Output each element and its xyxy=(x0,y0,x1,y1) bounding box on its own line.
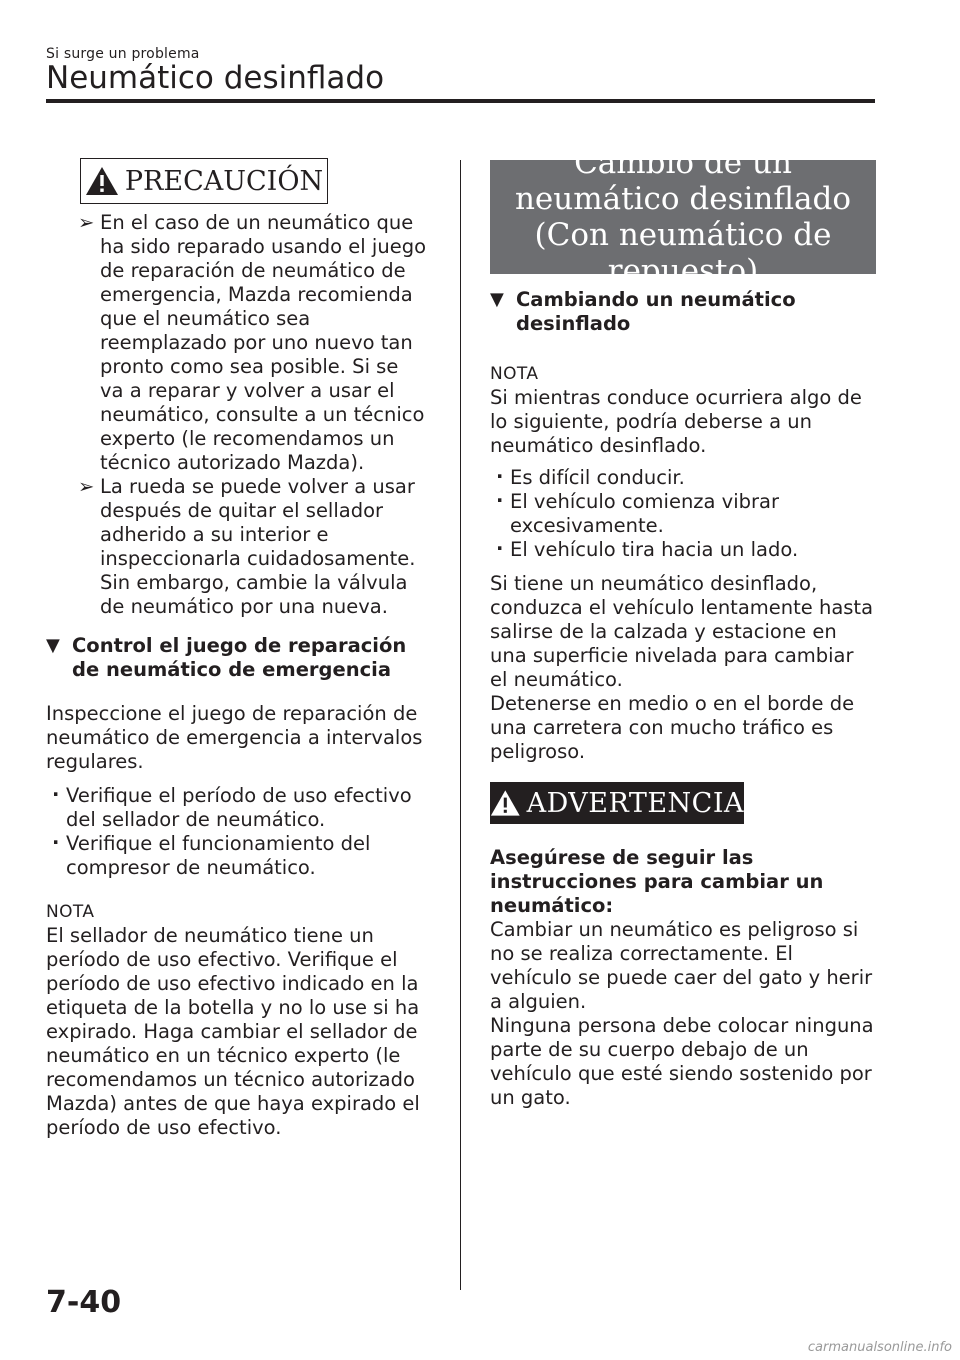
breadcrumb: Si surge un problema xyxy=(46,46,200,62)
arrow-bullet-icon: ➢ xyxy=(78,211,95,234)
page-title: Neumático desinflado xyxy=(46,60,385,96)
caution-item-text: La rueda se puede volver a usar después de quitar el sellador adherido a su interior e inspeccionarla cuidadosamente. Sin embargo, cambie la válvula de neumático por una nueva. xyxy=(100,475,416,618)
arrow-bullet-icon: ➢ xyxy=(78,475,95,498)
list-item-text: Verifique el período de uso efectivo del sellador de neumático. xyxy=(66,784,412,831)
list-item-text: Verifique el funcionamiento del compresor de neumático. xyxy=(66,832,371,879)
warning-triangle-icon xyxy=(85,166,119,196)
nota-text: Si mientras conduce ocurriera algo de lo siguiente, podría deberse a un neumático desinflado. xyxy=(490,386,862,457)
list-item-text: Es difícil conducir. xyxy=(510,466,685,489)
bullet-dot-icon: · xyxy=(52,783,60,806)
caution-label xyxy=(80,158,328,204)
header-rule xyxy=(46,99,875,103)
paragraph: Detenerse en medio o en el borde de una carretera con mucho tráfico es peligroso. xyxy=(490,692,855,763)
caution-item-text: En el caso de un neumático que ha sido reparado usando el juego de reparación de neumático de emergencia, Mazda recomienda que el neumático sea reemplazado por uno nuevo tan pronto como sea posible. Si se va a reparar y volver a usar el neumático, consulte a un técnico experto (le recomendamos un técnico autorizado Mazda). xyxy=(100,211,427,474)
warning-triangle-icon xyxy=(490,788,521,818)
control-intro: Inspeccione el juego de reparación de neumático de emergencia a intervalos regulares. xyxy=(46,702,423,773)
caution-item xyxy=(78,475,428,619)
caution-list xyxy=(78,211,428,619)
triangle-down-icon: ▼ xyxy=(490,289,504,310)
watermark: carmanualsonline.info xyxy=(807,1340,952,1355)
warning-text: Cambiar un neumático es peligroso si no se realiza correctamente. El vehículo se puede caer del gato y herir a alguien. xyxy=(490,918,873,1013)
bullet-dot-icon: · xyxy=(496,537,504,560)
column-divider xyxy=(460,160,461,1290)
list-item xyxy=(46,784,428,832)
caution-label-text: PRECAUCIÓN xyxy=(124,165,324,197)
section-banner-text: Cambio de un neumático desinflado (Con neumático de repuesto) xyxy=(514,145,852,289)
warning-bold-text: Asegúrese de seguir las instrucciones para cambiar un neumático: xyxy=(490,846,824,917)
warning-label-text: ADVERTENCIA xyxy=(526,787,744,819)
list-item-text: El vehículo tira hacia un lado. xyxy=(510,538,799,561)
list-item-text: El vehículo comienza vibrar excesivamente. xyxy=(510,490,780,537)
nota-text: El sellador de neumático tiene un período de uso efectivo. Verifique el período de uso efectivo indicado en la etiqueta de la botella y no lo use si ha expirado. Haga cambiar el sellador de neumático en un técnico experto (le recomendamos un técnico autorizado Mazda) antes de que haya expirado el período de uso efectivo. xyxy=(46,924,420,1139)
nota-label: NOTA xyxy=(46,902,95,922)
control-heading-text: Control el juego de reparación de neumático de emergencia xyxy=(72,634,407,681)
section-banner xyxy=(490,145,876,289)
warning-body xyxy=(490,846,876,1110)
change-heading xyxy=(490,288,876,336)
warning-label xyxy=(490,782,744,824)
bullet-dot-icon: · xyxy=(496,489,504,512)
right-section xyxy=(490,288,876,764)
list-item xyxy=(490,490,876,538)
nota-label: NOTA xyxy=(490,364,539,384)
control-heading xyxy=(46,634,428,682)
list-item xyxy=(490,538,876,562)
warning-text: Ninguna persona debe colocar ninguna parte de su cuerpo debajo de un vehículo que esté siendo sostenido por un gato. xyxy=(490,1014,874,1109)
change-heading-text: Cambiando un neumático desinflado xyxy=(516,288,796,335)
list-item xyxy=(490,466,876,490)
paragraph: Si tiene un neumático desinflado, conduzca el vehículo lentamente hasta salirse de la calzada y estacione en una superficie nivelada para cambiar el neumático. xyxy=(490,572,874,691)
page-number: 7-40 xyxy=(46,1285,122,1320)
caution-item xyxy=(78,211,428,475)
triangle-down-icon: ▼ xyxy=(46,635,60,656)
control-section xyxy=(46,634,428,1140)
list-item xyxy=(46,832,428,880)
bullet-dot-icon: · xyxy=(496,465,504,488)
bullet-dot-icon: · xyxy=(52,831,60,854)
